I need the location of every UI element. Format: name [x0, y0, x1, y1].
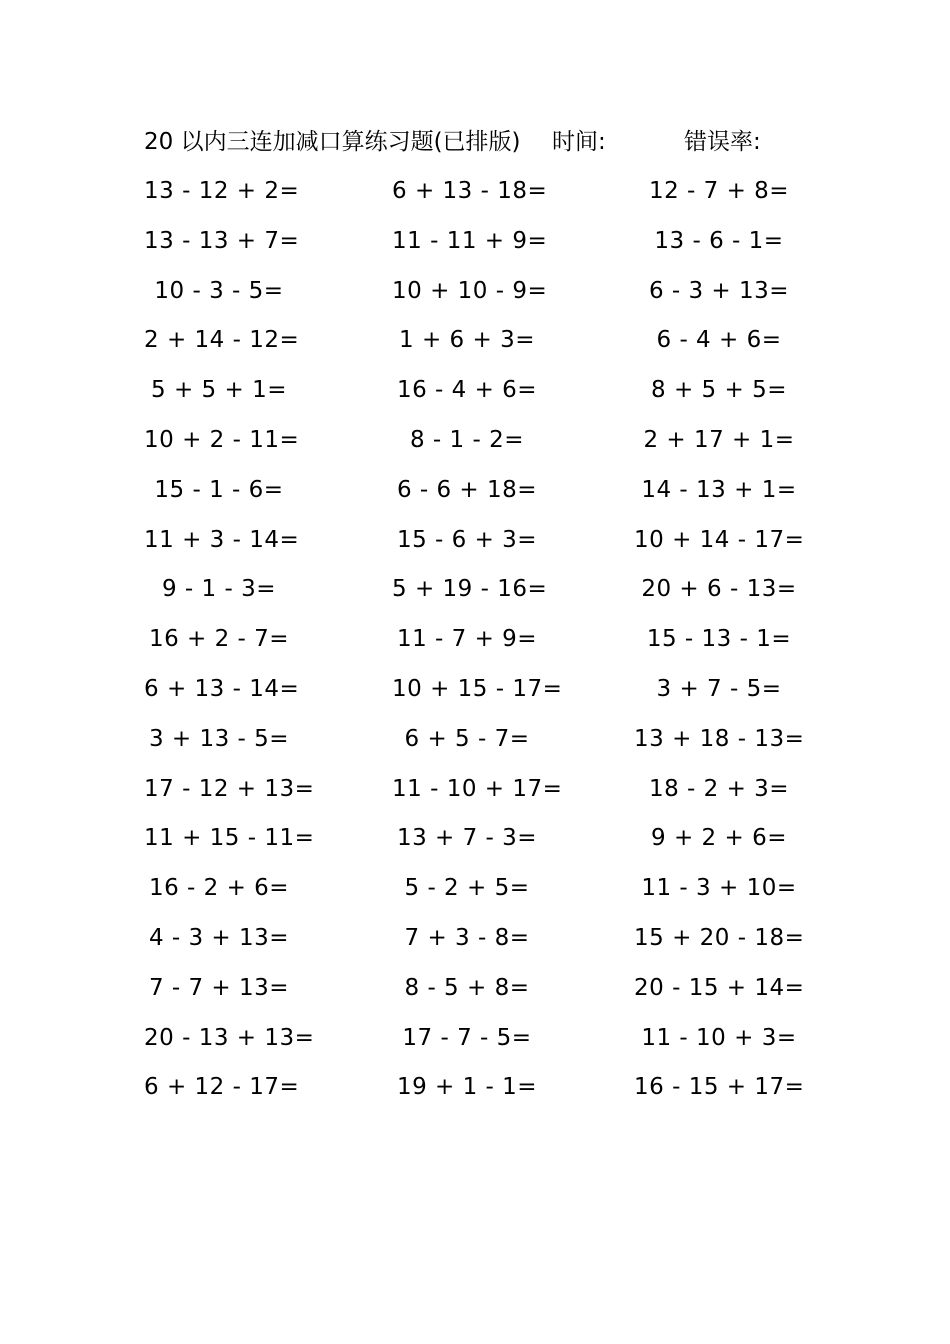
math-problem: 11 - 3 + 10=: [641, 875, 797, 902]
math-problem: 14 - 13 + 1=: [641, 476, 797, 503]
math-problem: 6 + 13 - 14=: [144, 675, 300, 702]
math-problem: 9 + 2 + 6=: [651, 825, 787, 852]
math-problem: 18 - 2 + 3=: [648, 775, 790, 802]
math-problem: 7 + 3 - 8=: [404, 924, 530, 951]
math-problem: 4 - 3 + 13=: [148, 924, 290, 951]
math-problem: 11 - 10 + 17=: [392, 775, 563, 802]
time-label: 时间:: [552, 129, 606, 155]
math-problem: 12 - 7 + 8=: [648, 178, 790, 204]
math-problem: 2 + 17 + 1=: [643, 426, 795, 453]
math-problem: 10 + 10 - 9=: [392, 277, 548, 304]
math-problem: 10 + 14 - 17=: [634, 526, 805, 553]
math-problem: 6 + 5 - 7=: [404, 725, 530, 752]
math-problem: 6 - 3 + 13=: [648, 277, 790, 304]
math-problem: 16 - 2 + 6=: [148, 875, 290, 902]
math-problem: 11 - 10 + 3=: [641, 1024, 797, 1051]
math-problem: 13 - 6 - 1=: [654, 227, 784, 254]
math-problem: 8 - 1 - 2=: [409, 426, 524, 453]
math-problem: 11 - 7 + 9=: [396, 626, 538, 653]
math-problem: 13 + 7 - 3=: [396, 825, 538, 852]
math-problem: 6 - 4 + 6=: [656, 327, 782, 354]
math-problem: 8 + 5 + 5=: [651, 377, 787, 404]
math-problem: 13 - 13 + 7=: [144, 227, 300, 254]
math-problem: 15 - 13 - 1=: [646, 626, 792, 653]
math-problem: 11 + 15 - 11=: [144, 825, 315, 852]
math-problem: 3 + 13 - 5=: [148, 725, 290, 752]
math-problem: 2 + 14 - 12=: [144, 327, 300, 354]
math-problem: 8 - 5 + 8=: [404, 974, 530, 1001]
math-problem: 15 + 20 - 18=: [634, 924, 805, 951]
math-problem: 10 + 2 - 11=: [144, 426, 300, 453]
math-problem: 5 + 19 - 16=: [392, 576, 548, 603]
math-problem: 6 + 13 - 18=: [392, 178, 548, 204]
worksheet-title: 20 以内三连加减口算练习题(已排版): [144, 129, 521, 155]
math-problem: 16 - 15 + 17=: [634, 1074, 805, 1101]
math-problem: 5 + 5 + 1=: [151, 377, 287, 404]
math-problem: 9 - 1 - 3=: [161, 576, 276, 603]
math-problem: 6 - 6 + 18=: [396, 476, 538, 503]
math-problem: 3 + 7 - 5=: [656, 675, 782, 702]
math-problem: 20 + 6 - 13=: [641, 576, 797, 603]
math-problem: 5 - 2 + 5=: [404, 875, 530, 902]
error-rate-label: 错误率:: [684, 129, 761, 155]
math-problem: 13 + 18 - 13=: [634, 725, 805, 752]
math-problem: 16 + 2 - 7=: [148, 626, 290, 653]
worksheet-header: [144, 124, 804, 160]
math-problem: 10 + 15 - 17=: [392, 675, 563, 702]
math-problem: 7 - 7 + 13=: [148, 974, 290, 1001]
math-problem: 1 + 6 + 3=: [399, 327, 535, 354]
math-problem: 15 - 6 + 3=: [396, 526, 538, 553]
math-problem: 13 - 12 + 2=: [144, 178, 300, 204]
problem-grid: [144, 171, 804, 1117]
math-problem: 20 - 15 + 14=: [634, 974, 805, 1001]
math-problem: 15 - 1 - 6=: [154, 476, 284, 503]
math-problem: 20 - 13 + 13=: [144, 1024, 315, 1051]
math-problem: 17 - 7 - 5=: [402, 1024, 532, 1051]
math-problem: 11 - 11 + 9=: [392, 227, 548, 254]
math-problem: 6 + 12 - 17=: [144, 1074, 300, 1101]
math-problem: 17 - 12 + 13=: [144, 775, 315, 802]
math-problem: 11 + 3 - 14=: [144, 526, 300, 553]
math-problem: 10 - 3 - 5=: [154, 277, 284, 304]
math-problem: 16 - 4 + 6=: [396, 377, 538, 404]
math-problem: 19 + 1 - 1=: [396, 1074, 538, 1101]
